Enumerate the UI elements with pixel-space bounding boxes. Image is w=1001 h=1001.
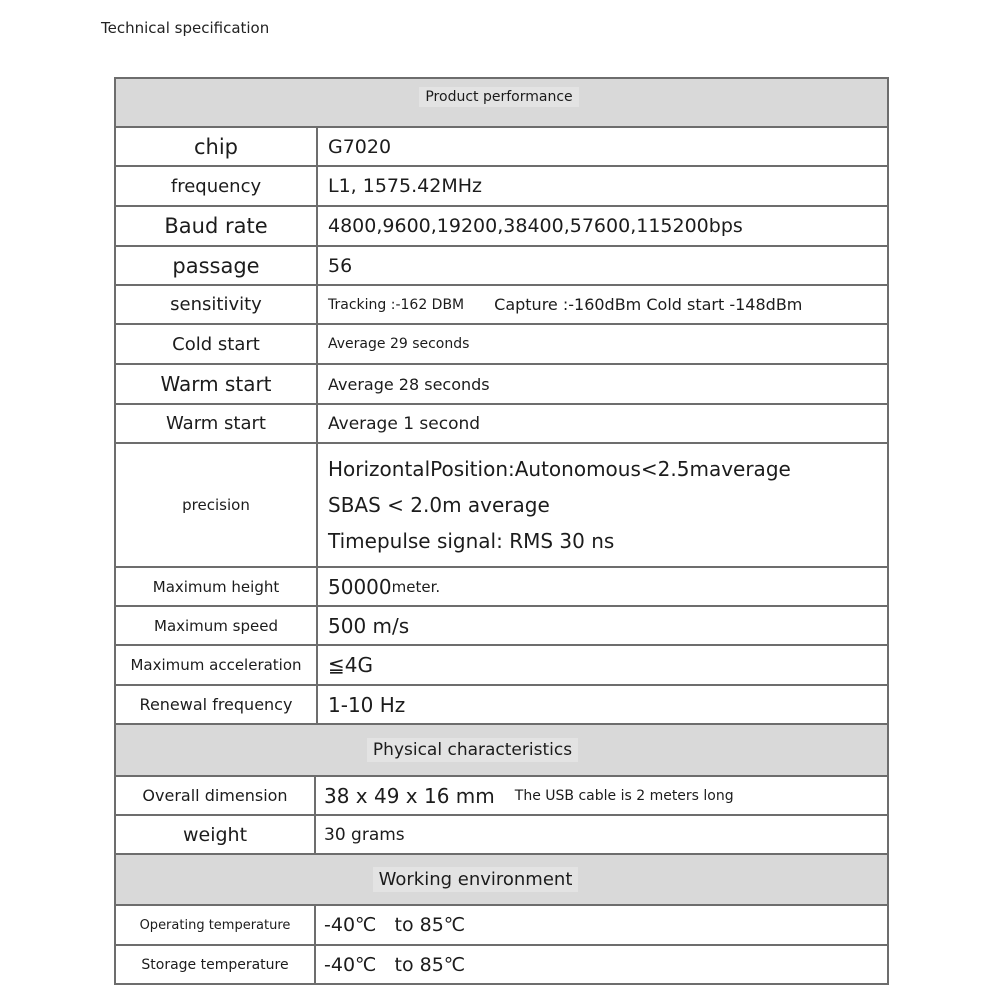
precision-line: Timepulse signal: RMS 30 ns [328,529,615,553]
spec-value: 500 m/s [328,613,410,638]
spec-row-maximum-speed [116,607,887,646]
section-title: Product performance [419,87,578,107]
spec-label: Storage temperature [116,946,316,983]
spec-label: Maximum acceleration [116,646,318,684]
spec-row-sensitivity [116,286,887,325]
spec-value: -40℃ to 85℃ [324,914,466,936]
spec-label: weight [116,816,316,853]
height-value: 50000 [328,574,392,599]
spec-row-precision [116,444,887,568]
spec-label: precision [116,444,318,566]
spec-value: -40℃ to 85℃ [324,953,466,976]
spec-value [318,568,887,605]
spec-label: passage [116,247,318,284]
spec-label: Cold start [116,325,318,363]
spec-label: Maximum height [116,568,318,605]
spec-value: ≦4G [328,653,373,677]
dimension-note: The USB cable is 2 meters long [514,787,734,804]
spec-value: 1-10 Hz [328,692,406,717]
section-title: Physical characteristics [367,738,578,762]
spec-table [114,77,889,985]
spec-row-weight [116,816,887,855]
spec-row-passage [116,247,887,286]
spec-row-cold-start [116,325,887,365]
spec-label: Renewal frequency [116,686,318,723]
spec-row-overall-dimension [116,777,887,816]
spec-value: 30 grams [324,824,405,845]
spec-label: frequency [116,167,318,205]
section-header-working-environment [116,855,887,906]
document-title: Technical specification [101,19,270,37]
spec-row-warm-start [116,365,887,405]
spec-row-renewal-frequency [116,686,887,725]
sensitivity-capture: Capture :-160dBm Cold start -148dBm [494,295,803,314]
height-unit: meter. [391,577,441,596]
spec-value: Average 29 seconds [328,336,470,352]
spec-label: Warm start [116,365,318,403]
spec-label: Maximum speed [116,607,318,644]
spec-label: Baud rate [116,207,318,245]
precision-line: HorizontalPosition:Autonomous<2.5maverage [328,457,791,481]
spec-value: L1, 1575.42MHz [328,175,482,197]
spec-row-hot-start [116,405,887,444]
spec-value [318,286,887,323]
spec-row-operating-temperature [116,906,887,946]
spec-row-storage-temperature [116,946,887,985]
spec-label: Operating temperature [116,906,316,944]
precision-line: SBAS < 2.0m average [328,493,550,517]
spec-value: Average 28 seconds [328,374,490,394]
spec-value: 56 [328,254,353,277]
spec-value: 4800,9600,19200,38400,57600,115200bps [328,215,743,237]
spec-row-baud-rate [116,207,887,247]
spec-row-chip [116,128,887,167]
section-title: Working environment [373,867,579,892]
spec-label: Overall dimension [116,777,316,814]
spec-label: chip [116,128,318,165]
spec-value: G7020 [328,135,392,158]
spec-label: Warm start [116,405,318,442]
spec-label: sensitivity [116,286,318,323]
spec-value [316,777,887,814]
section-header-physical-characteristics [116,725,887,777]
sensitivity-tracking: Tracking :-162 DBM [328,296,465,313]
spec-value [318,444,887,566]
spec-row-maximum-acceleration [116,646,887,686]
spec-row-frequency [116,167,887,207]
dimension-value: 38 x 49 x 16 mm [324,783,495,808]
spec-row-maximum-height [116,568,887,607]
spec-value: Average 1 second [328,413,481,434]
section-header-product-performance [116,79,887,128]
